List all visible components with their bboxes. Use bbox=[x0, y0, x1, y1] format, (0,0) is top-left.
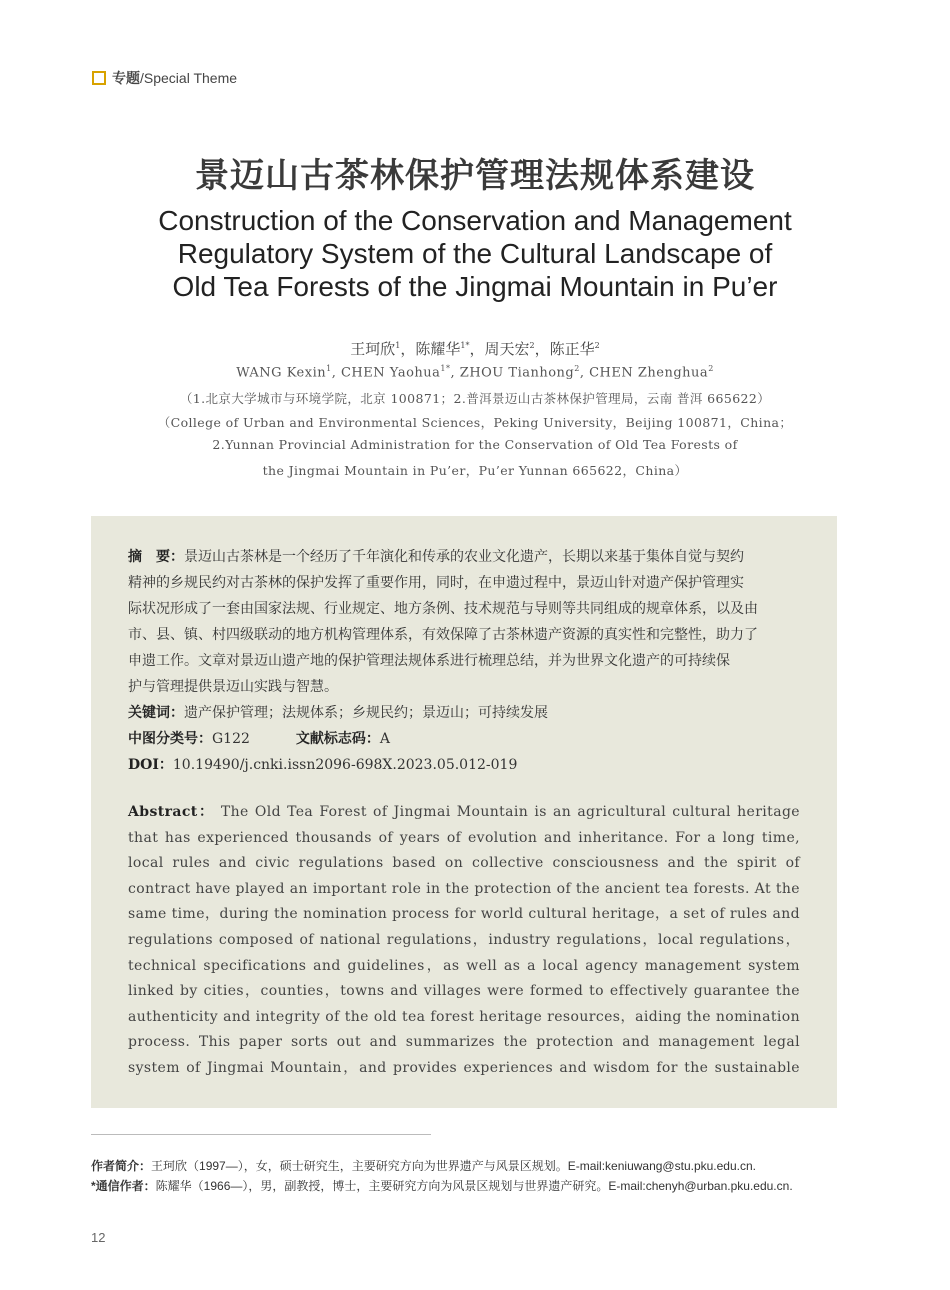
abstract-en-line: that has experienced thousands of years of evolution and inheritance. For a long time, bbox=[128, 829, 800, 846]
title-chinese: 景迈山古茶林保护管理法规体系建设 bbox=[195, 156, 755, 196]
doi-value: 10.19490/j.cnki.issn2096-698X.2023.05.012-019 bbox=[172, 757, 518, 773]
abstract-line: 申遗工作。文章对景迈山遗产地的保护管理法规体系进行梳理总结，并为世界文化遗产的可持续保 bbox=[128, 653, 730, 669]
author-footnote-label: 作者简介： bbox=[91, 1159, 152, 1173]
affiliation-en: （College of Urban and Environmental Sciences，Peking University，Beijing 100871，China； bbox=[157, 415, 793, 430]
keywords: 遗产保护管理；法规体系；乡规民约；景迈山；可持续发展 bbox=[184, 705, 548, 721]
author-sup: 1 bbox=[326, 364, 332, 373]
abstract-en-line: linked by cities，counties，towns and villages were formed to effectively guarantee the bbox=[128, 983, 800, 1000]
abstract-chinese bbox=[128, 544, 800, 778]
title-english-line: Old Tea Forests of the Jingmai Mountain in Pu’er bbox=[172, 271, 778, 302]
abstract-en-line: The Old Tea Forest of Jingmai Mountain is an agricultural cultural heritage bbox=[220, 804, 800, 820]
author-sup: 2 bbox=[529, 341, 535, 350]
abstract-line: 景迈山古茶林是一个经历了千年演化和传承的农业文化遗产，长期以来基于集体自觉与契约 bbox=[184, 549, 744, 565]
section-tag bbox=[92, 68, 237, 88]
corresponding-footnote-text: 陈耀华（1966—），男，副教授，博士，主要研究方向为风景区规划与世界遗产研究。E-mail:chenyh@urban.pku.edu.cn. bbox=[155, 1179, 793, 1193]
author-sup: 2 bbox=[708, 364, 714, 373]
title-english bbox=[60, 204, 890, 303]
abstract-en-line: contract have played an important role in the protection of the ancient tea forests. At the bbox=[128, 880, 800, 897]
abstract-en-line: system of Jingmai Mountain，and provides experiences and wisdom for the sustainable bbox=[128, 1059, 800, 1076]
doi-label: DOI： bbox=[128, 757, 173, 773]
doc-code-value: A bbox=[379, 731, 391, 747]
title-english-line: Regulatory System of the Cultural Landscape of bbox=[177, 238, 773, 269]
author-footnote-text: 王珂欣（1997—），女，硕士研究生，主要研究方向为世界遗产与风景区规划。E-mail:keniuwang@stu.pku.edu.cn. bbox=[151, 1159, 756, 1173]
abstract-line: 际状况形成了一套由国家法规、行业规定、地方条例、技术规范与导则等共同组成的规章体系，以及由 bbox=[128, 601, 758, 617]
author-sup: 1* bbox=[460, 341, 470, 350]
author-name: 陈正华 bbox=[549, 340, 595, 358]
authors-chinese: 王珂欣$^1$，陈耀华$^{1*}$，周天宏$^2$，陈正华$^2$ bbox=[350, 340, 600, 358]
author-name: WANG Kexin bbox=[236, 365, 327, 381]
abstract-en-line: local rules and civic regulations based on collective consciousness and the spirit of bbox=[128, 855, 800, 872]
abstract-en-line: authenticity and integrity of the old tea forest heritage resources，aiding the nomination bbox=[128, 1008, 800, 1025]
abstract-en-label: Abstract： bbox=[128, 804, 215, 820]
page-number: 12 bbox=[91, 1230, 106, 1245]
section-tag-en: /Special Theme bbox=[140, 70, 238, 86]
title-english-line: Construction of the Conservation and Management bbox=[158, 205, 792, 236]
corresponding-footnote bbox=[91, 1177, 793, 1194]
author-sup: 2 bbox=[574, 364, 580, 373]
abstract-en-line: technical specifications and guidelines，as well as a local agency management system bbox=[128, 957, 800, 974]
section-tag-cn: 专题 bbox=[112, 70, 140, 86]
square-icon bbox=[92, 71, 106, 85]
affiliation-en: the Jingmai Mountain in Pu’er，Pu’er Yunnan 665622，China） bbox=[262, 463, 688, 478]
keywords-label: 关键词： bbox=[128, 705, 184, 721]
affiliation-en: 2.Yunnan Provincial Administration for the Conservation of Old Tea Forests of bbox=[212, 437, 738, 452]
clc-value: G122 bbox=[212, 731, 250, 747]
abstract-en-line: same time，during the nomination process for world cultural heritage，a set of rules and bbox=[128, 906, 800, 923]
abstract-line: 市、县、镇、村四级联动的地方机构管理体系，有效保障了古茶林遗产资源的真实性和完整性，助力了 bbox=[128, 627, 758, 643]
affiliation-cn: （1.北京大学城市与环境学院，北京 100871；2.普洱景迈山古茶林保护管理局，云南 普洱 665622） bbox=[179, 391, 771, 406]
footnote-divider bbox=[91, 1134, 431, 1135]
author-sup: 2 bbox=[594, 341, 600, 350]
abstract-english bbox=[128, 800, 800, 1082]
author-name: ZHOU Tianhong bbox=[459, 365, 575, 381]
author-sup: 1 bbox=[395, 341, 401, 350]
abstract-line: 护与管理提供景迈山实践与智慧。 bbox=[128, 679, 338, 695]
author-name: 王珂欣 bbox=[350, 340, 396, 358]
doc-code-label: 文献标志码： bbox=[295, 731, 380, 747]
abstract-label: 摘 要： bbox=[128, 549, 184, 565]
author-sup: 1* bbox=[440, 364, 451, 373]
clc-label: 中图分类号： bbox=[128, 731, 212, 747]
author-name: CHEN Yaohua bbox=[340, 365, 441, 381]
corresponding-footnote-label: *通信作者： bbox=[91, 1179, 156, 1193]
abstract-en-line: process. This paper sorts out and summarizes the protection and management legal bbox=[128, 1034, 800, 1051]
author-name: CHEN Zhenghua bbox=[589, 365, 709, 381]
authors-english: WANG Kexin$^1$, CHEN Yaohua$^{1*}$, ZHOU Tianhong$^2$, CHEN Zhenghua$^2$ bbox=[236, 364, 714, 381]
author-name: 周天宏 bbox=[484, 340, 530, 358]
author-footnote bbox=[91, 1157, 756, 1174]
abstract-line: 精神的乡规民约对古茶林的保护发挥了重要作用，同时，在申遗过程中，景迈山针对遗产保护管理实 bbox=[128, 575, 744, 591]
author-name: 陈耀华 bbox=[415, 340, 461, 358]
abstract-en-line: regulations composed of national regulations，industry regulations，local regulations， bbox=[128, 931, 800, 948]
